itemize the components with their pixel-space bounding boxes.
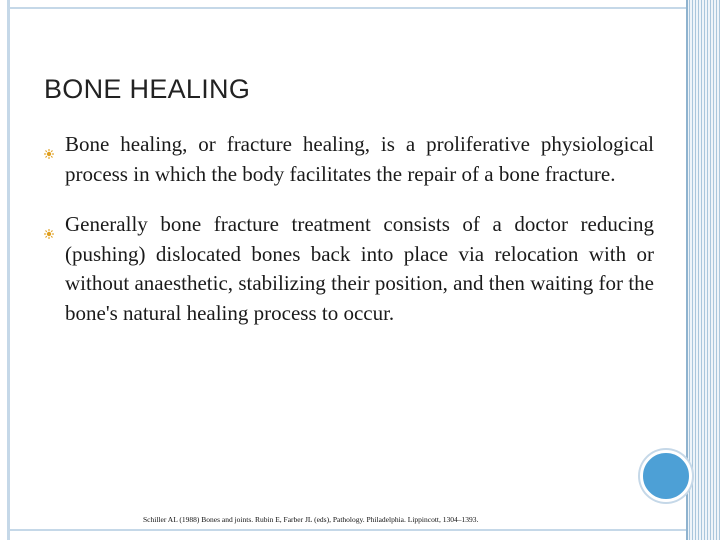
sun-bullet-icon xyxy=(44,218,54,228)
decorative-circle xyxy=(640,450,692,502)
frame-bottom-border xyxy=(7,529,687,531)
frame-left-border xyxy=(7,0,10,540)
bullet-item xyxy=(44,210,654,328)
decorative-stripes xyxy=(686,0,720,540)
sun-bullet-icon xyxy=(44,138,54,148)
bullet-text: Bone healing, or fracture healing, is a proliferative physiological process in which the body facilitates the repair of a bone fracture. xyxy=(65,132,654,186)
frame-top-border xyxy=(7,7,687,9)
bullet-text: Generally bone fracture treatment consists of a doctor reducing (pushing) dislocated bones back into place via relocation with or without anaesthetic, stabilizing their position, and then waiting for the bone's natural healing process to occur. xyxy=(65,212,654,325)
bullet-list xyxy=(44,130,654,349)
citation-text: Schiller AL (1988) Bones and joints. Rubin E, Farber JL (eds), Pathology. Philadelphia. Lippincott, 1304–1393. xyxy=(143,515,479,524)
slide-title: BONE HEALING xyxy=(44,74,251,104)
bullet-item xyxy=(44,130,654,189)
